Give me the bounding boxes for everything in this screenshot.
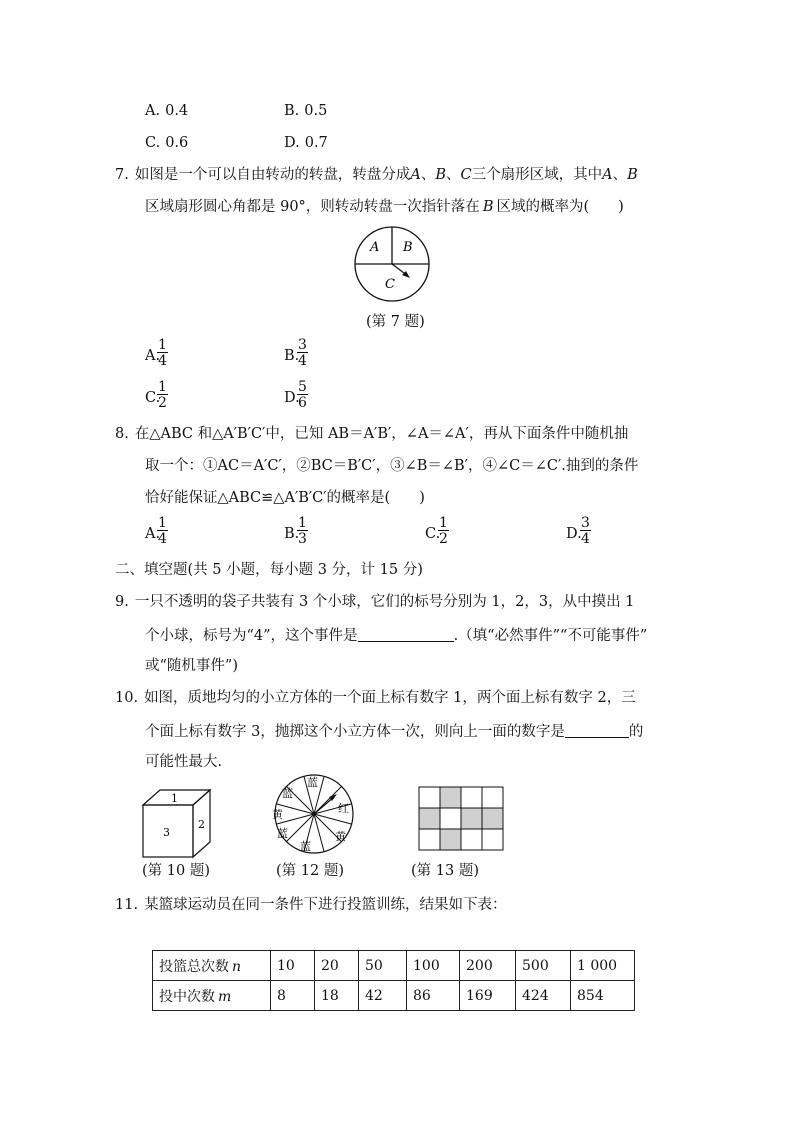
q8-line1: 8. 在△ABC 和△A′B′C′中，已知 AB＝A′B′，∠A＝∠A′，再从下面条件中随机抽 <box>115 426 629 442</box>
q6-option-a: A. 0.4 <box>145 103 189 119</box>
wheel-label-4: 黄 <box>272 808 283 821</box>
table-cell: 10 <box>271 951 315 981</box>
wheel-label-1: 蓝 <box>282 787 293 800</box>
table-cell: 42 <box>359 981 407 1011</box>
q8-option-b-letter: B. <box>284 526 300 542</box>
table-cell: 500 <box>516 951 571 981</box>
q8-option-b-fraction: $\frac{1}{3}$ <box>298 515 307 547</box>
grid-cell-shaded <box>482 808 503 829</box>
q7-option-a-fraction: $\frac{1}{4}$ <box>158 337 167 369</box>
table-cell: 86 <box>407 981 460 1011</box>
table-cell: 20 <box>315 951 359 981</box>
q7-option-d-fraction: $\frac{5}{6}$ <box>298 379 307 411</box>
grid-cell-shaded <box>419 808 440 829</box>
table-cell: 18 <box>315 981 359 1011</box>
cube-top-number: 1 <box>171 792 178 805</box>
table-cell: 854 <box>571 981 635 1011</box>
q8-option-c-letter: C. <box>425 526 441 542</box>
grid-cell-shaded <box>440 829 461 850</box>
q13-figure-caption: (第 13 题) <box>411 863 479 879</box>
table-cell: 8 <box>271 981 315 1011</box>
shot-data-table <box>152 950 635 1011</box>
q7-option-a-letter: A. <box>145 348 161 364</box>
q9-line3: 或“随机事件”) <box>145 658 238 674</box>
q9-line2: 个小球，标号为“4”，这个事件是 .（填“必然事件”“不可能事件” <box>145 628 648 644</box>
q9-answer-blank[interactable] <box>358 627 454 642</box>
q8-option-a-letter: A. <box>145 526 161 542</box>
q8-line3: 恰好能保证△ABC≌△A′B′C′的概率是( ) <box>145 490 425 506</box>
cube-figure <box>138 787 218 861</box>
table-header-cell: 投篮总次数 n <box>153 951 271 981</box>
q8-option-d-fraction: $\frac{3}{4}$ <box>581 515 590 547</box>
table-header-cell: 投中次数 m <box>153 981 271 1011</box>
grid-cell <box>482 787 503 808</box>
color-wheel-figure <box>262 773 364 855</box>
grid-cell <box>461 829 482 850</box>
q6-option-c: C. 0.6 <box>145 135 189 151</box>
spinner-label-a: A <box>370 240 380 255</box>
grid-cell <box>482 829 503 850</box>
table-cell: 50 <box>359 951 407 981</box>
table-cell: 200 <box>460 951 516 981</box>
grid-cell-shaded <box>440 787 461 808</box>
table-cell: 100 <box>407 951 460 981</box>
q6-option-b: B. 0.5 <box>284 103 328 119</box>
q10-line2: 个面上标有数字 3，抛掷这个小立方体一次，则向上一面的数字是 的 <box>145 724 644 740</box>
wheel-label-7: 黄 <box>335 830 346 843</box>
table-row <box>153 981 635 1011</box>
q12-figure-caption: (第 12 题) <box>276 863 344 879</box>
table-cell: 424 <box>516 981 571 1011</box>
grid-cell <box>461 787 482 808</box>
q10-line3: 可能性最大. <box>145 754 223 770</box>
q6-option-d: D. 0.7 <box>284 135 328 151</box>
q7-option-c-fraction: $\frac{1}{2}$ <box>158 379 167 411</box>
section-heading: 二、填空题(共 5 小题，每小题 3 分，计 15 分) <box>115 562 423 578</box>
q8-option-d-letter: D. <box>566 526 582 542</box>
q7-caption: (第 7 题) <box>366 314 425 330</box>
q7-option-b-fraction: $\frac{3}{4}$ <box>298 337 307 369</box>
wheel-label-6: 蓝 <box>300 840 311 853</box>
q10-line1: 10. 如图，质地均匀的小立方体的一个面上标有数字 1，两个面上标有数字 2，三 <box>115 690 636 706</box>
q8-option-a-fraction: $\frac{1}{4}$ <box>158 515 167 547</box>
grid-cell <box>440 808 461 829</box>
q8-line2: 取一个：①AC＝A′C′，②BC＝B′C′，③∠B＝∠B′，④∠C＝∠C′.抽到的条件 <box>145 458 639 474</box>
q7-line2: 区域扇形圆心角都是 90°，则转动转盘一次指针落在 B 区域的概率为( ) <box>145 199 624 215</box>
grid-figure <box>417 786 507 852</box>
q9-line1: 9. 一只不透明的袋子共装有 3 个小球，它们的标号分别为 1，2，3，从中摸出 1 <box>115 594 635 610</box>
table-cell: 169 <box>460 981 516 1011</box>
spinner-figure <box>350 226 436 304</box>
q7-option-d-letter: D. <box>284 390 300 406</box>
q7-line1: 7. 如图是一个可以自由转动的转盘，转盘分成A、B、C三个扇形区域，其中A、B <box>115 167 638 183</box>
table-row <box>153 951 635 981</box>
wheel-label-3: 红 <box>338 802 349 815</box>
wheel-label-2: 蓝 <box>307 776 318 789</box>
q7-option-b-letter: B. <box>284 348 300 364</box>
grid-cell <box>419 787 440 808</box>
cube-side-number: 2 <box>198 818 205 831</box>
grid-cell <box>419 829 440 850</box>
spinner-label-b: B <box>403 240 413 255</box>
grid-cell-shaded <box>461 808 482 829</box>
table-cell: 1 000 <box>571 951 635 981</box>
q10-answer-blank[interactable] <box>565 723 629 738</box>
q10-figure-caption: (第 10 题) <box>142 863 210 879</box>
q7-option-c-letter: C. <box>145 390 161 406</box>
q11-line1: 11. 某篮球运动员在同一条件下进行投篮训练，结果如下表： <box>115 897 507 913</box>
spinner-label-c: C <box>385 277 395 292</box>
wheel-label-5: 蓝 <box>277 827 288 840</box>
q8-option-c-fraction: $\frac{1}{2}$ <box>439 515 448 547</box>
cube-front-number: 3 <box>163 826 170 839</box>
